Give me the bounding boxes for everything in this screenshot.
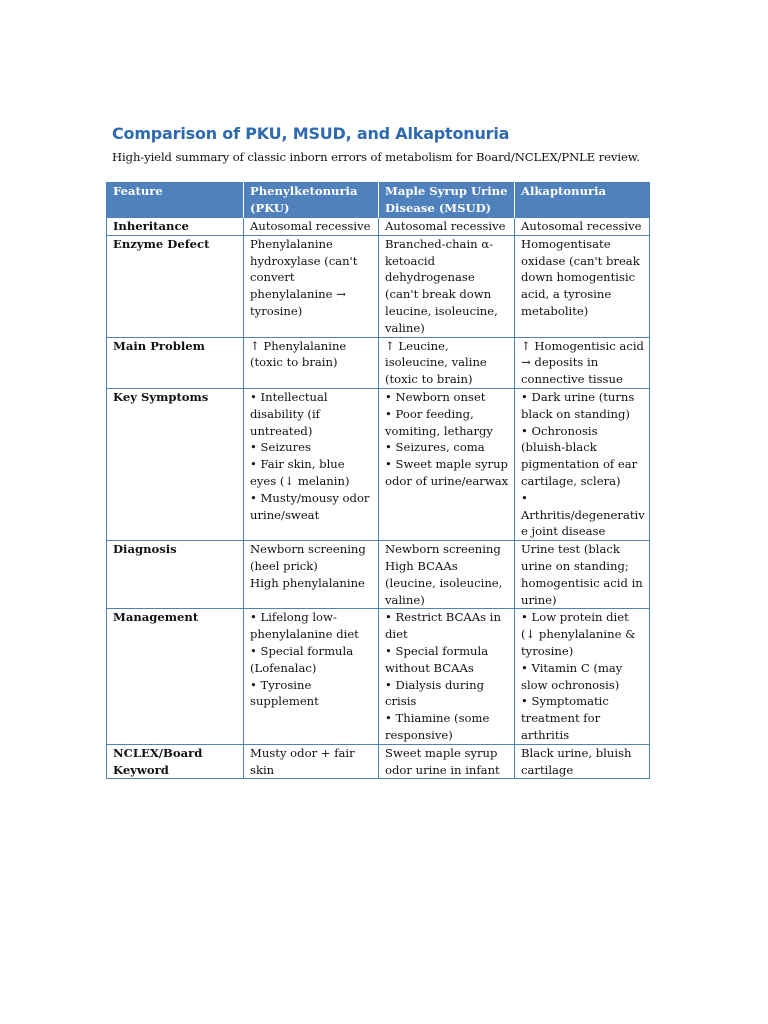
alkaptonuria-cell [515,337,650,388]
table-row [107,388,650,540]
feature-cell: Diagnosis [107,541,244,609]
cell-line: • Ochronosis (bluish-black pigmentation of ear cartilage, sclera) [521,423,638,488]
header-msud: Maple Syrup Urine Disease (MSUD) [379,182,515,218]
cell-line: Sweet maple syrup odor urine in infant [385,745,500,777]
cell-line: Autosomal recessive [250,219,371,233]
msud-cell [379,235,515,337]
cell-line: Phenylalanine hydroxylase (can't convert phenylalanine → tyrosine) [250,236,358,318]
cell-line: Homogentisate oxidase (can't break down homogentisic acid, a tyrosine metabolite) [521,236,640,318]
msud-cell [379,218,515,236]
pku-cell [244,744,379,779]
feature-cell: Key Symptoms [107,388,244,540]
feature-cell: Inheritance [107,218,244,236]
cell-line: • Special formula (Lofenalac) [250,643,354,675]
msud-cell [379,744,515,779]
cell-line: • Symptomatic treatment for arthritis [521,694,609,742]
feature-cell: Management [107,609,244,744]
table-row [107,541,650,609]
table-row [107,337,650,388]
alkaptonuria-cell [515,744,650,779]
cell-line: Urine test (black urine on standing; homogentisic acid in urine) [521,542,643,607]
cell-line: • Newborn onset [385,389,486,404]
table-row [107,218,650,236]
cell-line: • Restrict BCAAs in diet [385,610,501,642]
alkaptonuria-cell [515,218,650,236]
pku-cell [244,337,379,388]
cell-line: • Seizures [250,440,311,455]
msud-cell [379,609,515,744]
header-feature: Feature [107,182,244,218]
cell-line: Branched-chain α-ketoacid dehydrogenase (can't break down leucine, isoleucine, valine) [385,236,498,335]
table-body [107,218,650,779]
cell-line: Autosomal recessive [385,219,506,233]
header-pku: Phenylketonuria (PKU) [244,182,379,218]
cell-line: • Fair skin, blue eyes (↓ melanin) [250,457,350,488]
cell-line: ↑ Homogentisic acid → deposits in connective tissue [521,338,644,387]
alkaptonuria-cell [515,609,650,744]
cell-line: Autosomal recessive [521,219,642,233]
alkaptonuria-cell [515,541,650,609]
alkaptonuria-cell [515,235,650,337]
cell-line: Newborn screening (heel prick) [250,542,366,573]
cell-line: ↑ Phenylalanine (toxic to brain) [250,338,347,370]
comparison-table [106,182,650,779]
cell-line: • Vitamin C (may slow ochronosis) [521,660,623,692]
pku-cell [244,609,379,744]
cell-line: • Special formula without BCAAs [385,643,489,675]
cell-line: Newborn screening [385,542,501,557]
alkaptonuria-cell [515,388,650,540]
document-subtitle: High-yield summary of classic inborn errors of metabolism for Board/NCLEX/PNLE review. [112,150,640,164]
header-alkaptonuria: Alkaptonuria [515,182,650,218]
cell-line: High phenylalanine [250,575,365,590]
cell-line: • Musty/mousy odor urine/sweat [250,490,370,522]
cell-line: • Lifelong low-phenylalanine diet [250,610,359,642]
cell-line: • Intellectual disability (if untreated) [250,389,328,438]
cell-line: • Dark urine (turns black on standing) [521,389,635,421]
feature-cell: NCLEX/Board Keyword [107,744,244,779]
document-title: Comparison of PKU, MSUD, and Alkaptonuria [112,124,510,143]
msud-cell [379,541,515,609]
cell-line: • Sweet maple syrup odor of urine/earwax [385,457,509,488]
cell-line: Musty odor + fair skin [250,745,355,777]
table-row [107,609,650,744]
pku-cell [244,541,379,609]
cell-line: • Tyrosine supplement [250,677,319,709]
pku-cell [244,235,379,337]
feature-cell: Main Problem [107,337,244,388]
cell-line: Black urine, bluish cartilage [521,745,632,777]
cell-line: ↑ Leucine, isoleucine, valine (toxic to brain) [385,338,487,387]
cell-line: • Low protein diet (↓ phenylalanine & tyrosine) [521,610,636,658]
cell-line: • Dialysis during crisis [385,677,485,709]
msud-cell [379,337,515,388]
table-row [107,744,650,779]
msud-cell [379,388,515,540]
cell-line: High BCAAs (leucine, isoleucine, valine) [385,558,503,607]
cell-line: • Poor feeding, vomiting, lethargy [385,406,493,438]
table-row [107,235,650,337]
pku-cell [244,218,379,236]
table-header-row [107,182,650,218]
cell-line: • Arthritis/degenerative joint disease [521,490,645,539]
feature-cell: Enzyme Defect [107,235,244,337]
cell-line: • Seizures, coma [385,440,485,455]
pku-cell [244,388,379,540]
cell-line: • Thiamine (some responsive) [385,711,490,742]
